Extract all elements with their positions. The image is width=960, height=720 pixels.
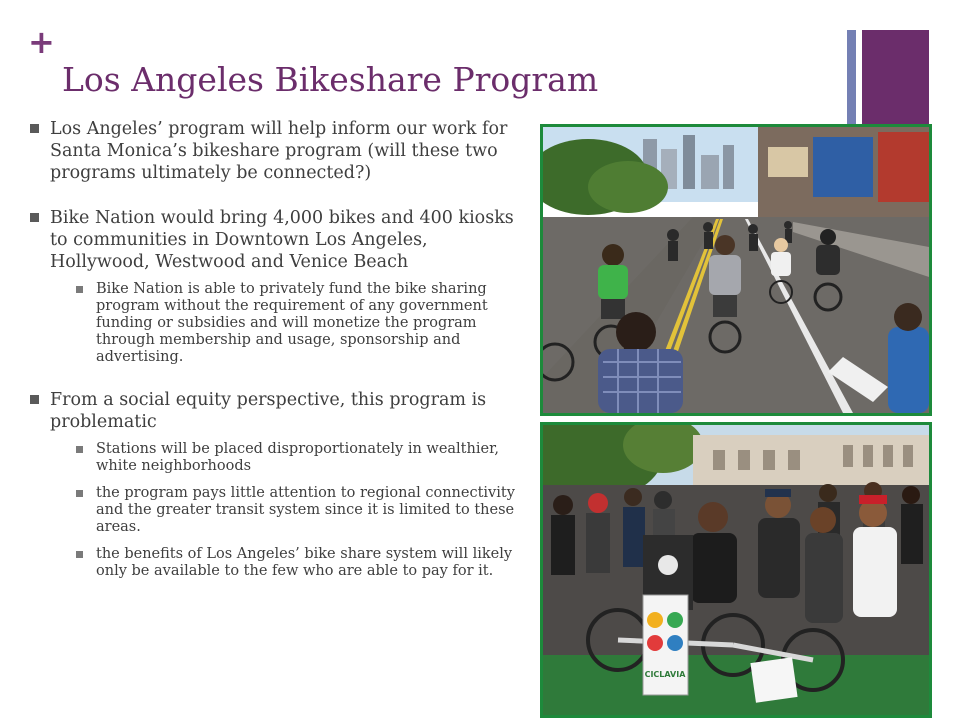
bullet-text: Los Angeles’ program will help inform our work for Santa Monica’s bikeshare program (will these two programs ultimately be connected?) [50,119,508,183]
sub-bullet-item [50,546,528,580]
slide-title: Los Angeles Bikeshare Program [62,60,599,99]
bullet-text: Bike Nation would bring 4,000 bikes and 400 kiosks to communities in Downtown Los Angeles, Hollywood, Westwood and Venice Beach [50,208,514,272]
sub-bullet-text: the program pays little attention to regional connectivity and the greater transit system since it is limited to these areas. [96,485,515,535]
plus-icon: + [28,23,55,61]
bullet-list [28,118,528,580]
paper-sheet [750,657,797,702]
sub-bullet-item [50,485,528,536]
photo-cyclists-street [540,124,932,416]
bullet-text: From a social equity perspective, this program is problematic [50,390,487,432]
sub-bullet-item [50,281,528,366]
ciclavia-sign [643,595,688,695]
bullet-item [28,207,528,366]
accent-bar-purple [862,30,929,125]
sub-bullet-text: Stations will be placed disproportionately in wealthier, white neighborhoods [96,441,500,474]
sub-bullet-item [50,441,528,475]
ciclavia-sign-text: CICLAVIA [644,670,686,679]
sub-bullet-text: Bike Nation is able to privately fund the bike sharing program without the requirement of any government funding or subsidies and will monetize the program through membership and usage, sponsorship and advertising. [96,281,488,365]
photo-crowd-event [540,422,932,718]
bullet-item [28,118,528,184]
accent-bar-blue [847,30,856,125]
cyclists-street-illustration [543,127,929,413]
crowd-event-illustration [543,425,929,715]
bullet-item [28,389,528,580]
sub-bullet-text: the benefits of Los Angeles’ bike share system will likely only be available to the few who are able to pay for it. [96,546,513,579]
